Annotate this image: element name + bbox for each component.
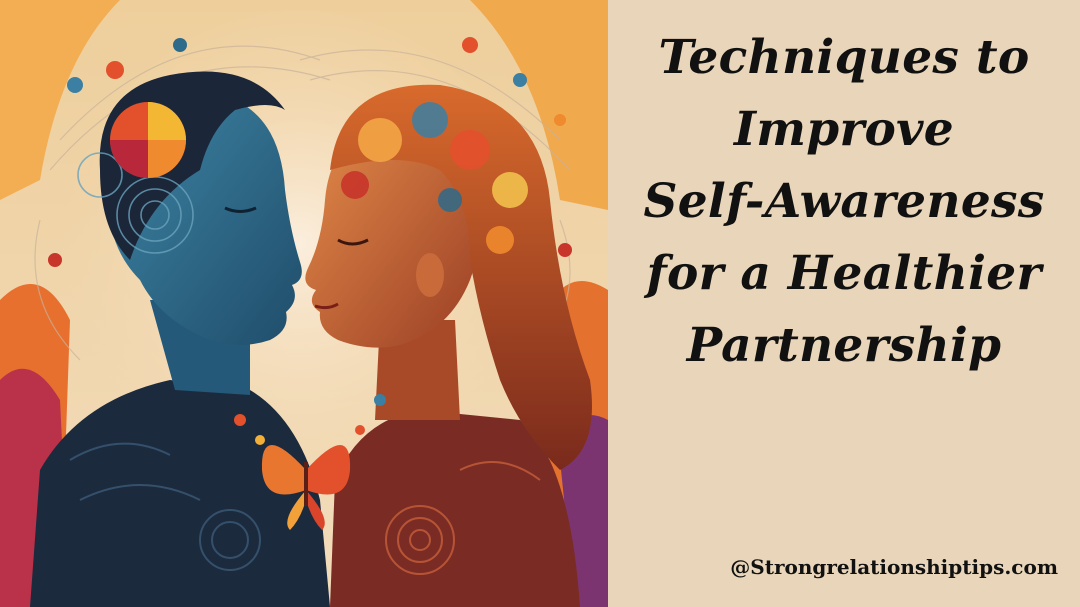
woman-ear bbox=[416, 253, 444, 297]
headline-line-1: Techniques to bbox=[658, 30, 1030, 85]
text-panel bbox=[608, 0, 1080, 607]
color-wheel bbox=[110, 102, 186, 178]
website-handle: @Strongrelationshiptips.com bbox=[730, 555, 1058, 579]
headline-line-4: for a Healthier bbox=[646, 246, 1042, 301]
headline bbox=[608, 22, 1080, 382]
headline-line-3: Self-Awareness bbox=[643, 174, 1045, 229]
headline-line-5: Partnership bbox=[686, 318, 1002, 373]
headline-line-2: Improve bbox=[733, 102, 954, 157]
